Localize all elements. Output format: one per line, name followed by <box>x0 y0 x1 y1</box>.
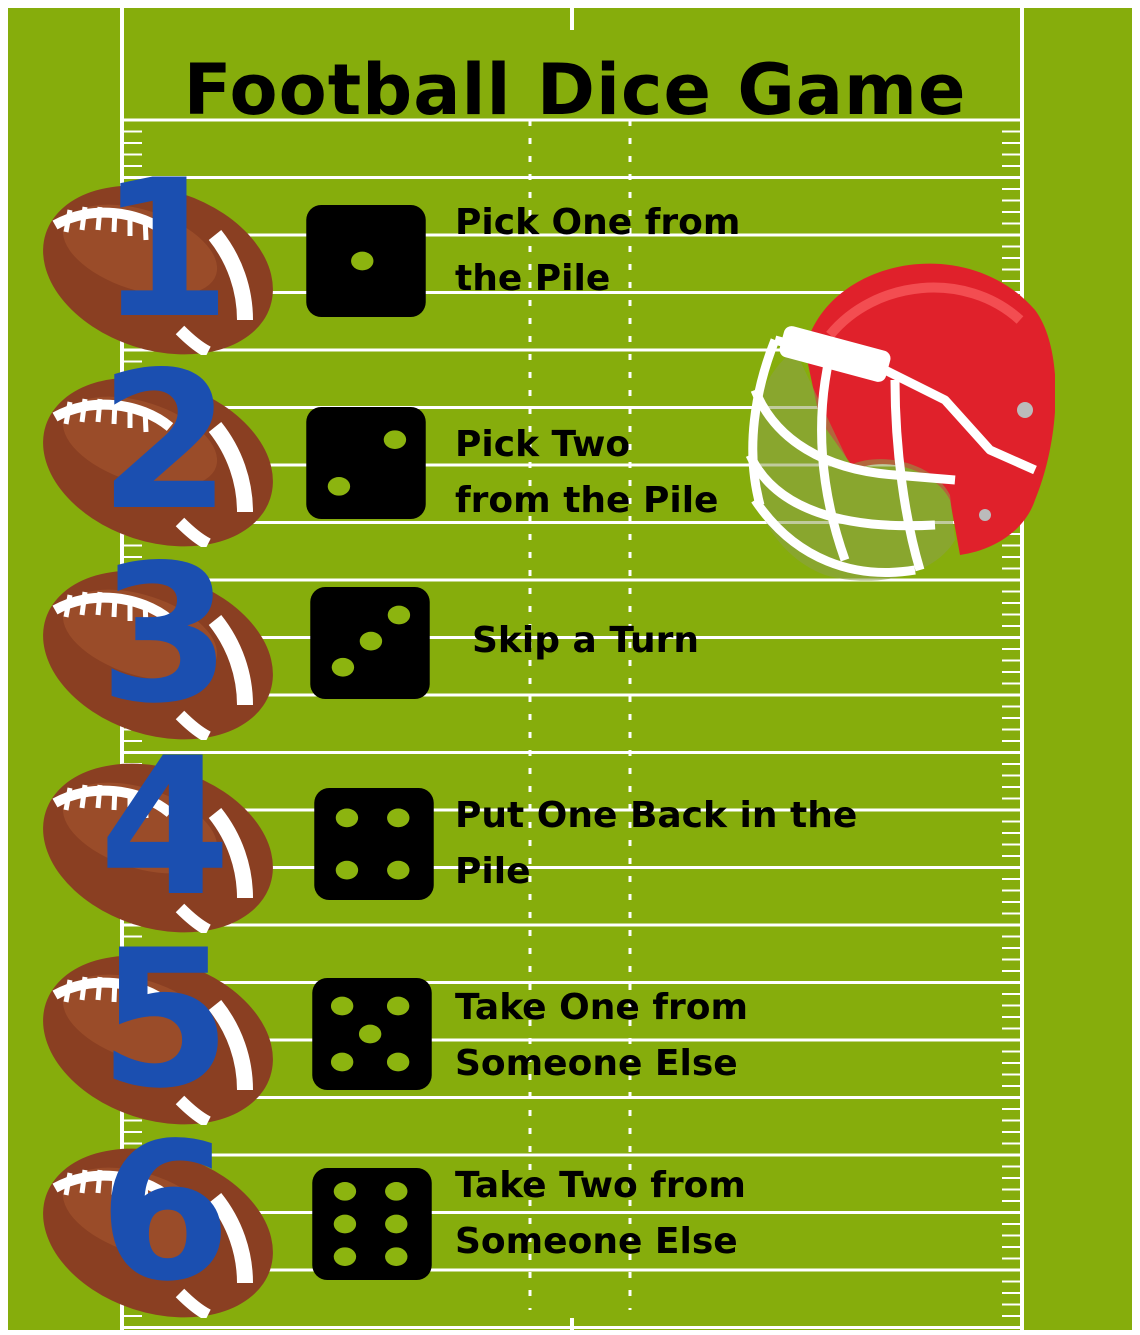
page-title: Football Dice Game <box>183 49 967 131</box>
rule-number: 6 <box>98 1102 232 1323</box>
rule-text: Pick Two from the Pile <box>455 424 719 521</box>
rule-text: Take One from Someone Else <box>455 987 748 1084</box>
die-face-3-icon <box>306 587 434 699</box>
rule-number: 4 <box>98 717 232 938</box>
rule-text: Take Two from Someone Else <box>455 1165 746 1262</box>
rule-text: Pick One from the Pile <box>455 202 741 299</box>
rule-text: Skip a Turn <box>472 620 699 661</box>
rule-text: Put One Back in the Pile <box>455 795 858 892</box>
die-face-2-icon <box>302 407 430 519</box>
rule-number: 3 <box>98 524 232 745</box>
football-helmet-icon <box>735 240 1055 590</box>
die-face-1-icon <box>302 205 430 317</box>
die-face-6-icon <box>308 1168 436 1280</box>
rule-number: 1 <box>98 139 232 360</box>
rule-number: 5 <box>98 909 232 1130</box>
rule-number: 2 <box>98 331 232 552</box>
rule-row-6 <box>0 1102 1140 1323</box>
die-face-5-icon <box>308 978 436 1090</box>
die-face-4-icon <box>310 788 438 900</box>
